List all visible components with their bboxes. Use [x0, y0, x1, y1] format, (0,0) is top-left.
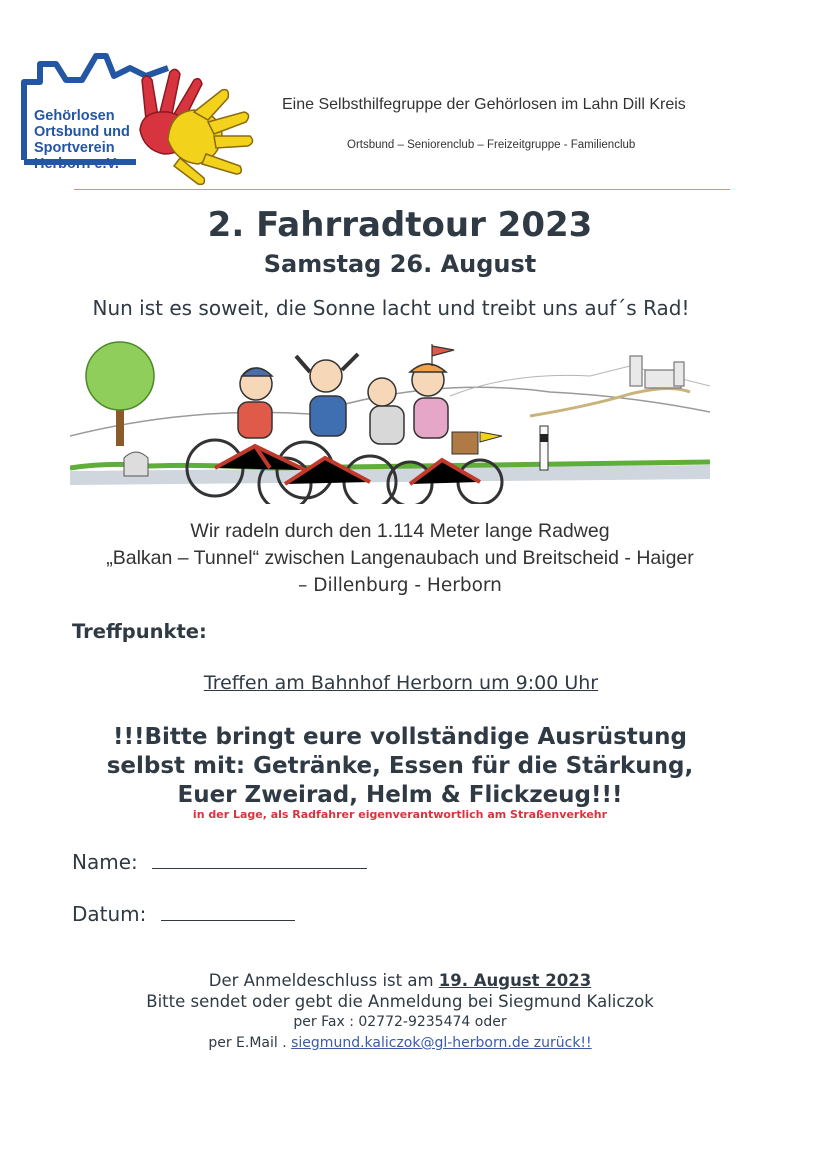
club-logo — [18, 50, 263, 190]
email-link[interactable]: siegmund.kaliczok@gl-herborn.de zurück!! — [291, 1035, 592, 1051]
header-tagline: Eine Selbsthilfegruppe der Gehörlosen im Lahn Dill Kreis — [282, 96, 686, 113]
route-line-3: – Dillenburg - Herborn — [298, 575, 502, 596]
equipment-notice — [0, 723, 800, 810]
equipment-line-2: selbst mit: Getränke, Essen für die Stärkung, — [106, 753, 694, 779]
header-divider — [74, 189, 730, 190]
name-field[interactable] — [72, 850, 367, 874]
deadline-prefix: Der Anmeldeschluss ist am — [208, 971, 434, 990]
fax-line: per Fax : 02772-9235474 oder — [293, 1014, 507, 1030]
meeting-point: Treffen am Bahnhof Herborn um 9:00 Uhr — [203, 672, 599, 694]
date-field[interactable] — [72, 902, 295, 926]
logo-text-line-2: Ortsbund und — [34, 124, 130, 140]
intro-text: Nun ist es soweit, die Sonne lacht und treibt uns auf´s Rad! — [92, 296, 690, 320]
name-label: Name: — [72, 850, 138, 874]
registration-contact: Bitte sendet oder gebt die Anmeldung bei Siegmund Kaliczok — [146, 992, 654, 1011]
registration-info — [0, 970, 800, 1054]
equipment-line-3: Euer Zweirad, Helm & Flickzeug!!! — [177, 782, 623, 808]
deadline-date: 19. August 2023 — [438, 971, 592, 990]
logo-text-line-1: Gehörlosen — [34, 108, 115, 124]
page-title: 2. Fahrradtour 2023 — [207, 205, 593, 245]
logo-text-line-4: Herborn e.V. — [34, 156, 119, 172]
date-blank-line[interactable] — [161, 906, 295, 921]
cyclists-illustration — [70, 336, 710, 504]
meeting-points-heading: Treffpunkte: — [72, 620, 207, 643]
email-prefix: per E.Mail . — [208, 1035, 287, 1051]
logo-text-line-3: Sportverein — [34, 140, 115, 156]
route-line-2: „Balkan – Tunnel“ zwischen Langenaubach und Breitscheid - Haiger — [106, 547, 694, 569]
equipment-line-1: !!!Bitte bringt eure vollständige Ausrüstung — [113, 724, 687, 750]
header-subline: Ortsbund – Seniorenclub – Freizeitgruppe - Familienclub — [347, 139, 636, 151]
route-description — [0, 518, 800, 599]
email-line — [0, 1033, 800, 1054]
event-date: Samstag 26. August — [263, 250, 537, 278]
cyclists-illustration-icon — [70, 336, 710, 504]
date-label: Datum: — [72, 902, 147, 926]
traffic-note: in der Lage, als Radfahrer eigenverantwortlich am Straßenverkehr — [192, 808, 608, 821]
deadline-line — [0, 970, 800, 991]
name-blank-line[interactable] — [152, 854, 367, 869]
route-line-1: Wir radeln durch den 1.114 Meter lange Radweg — [190, 520, 610, 542]
